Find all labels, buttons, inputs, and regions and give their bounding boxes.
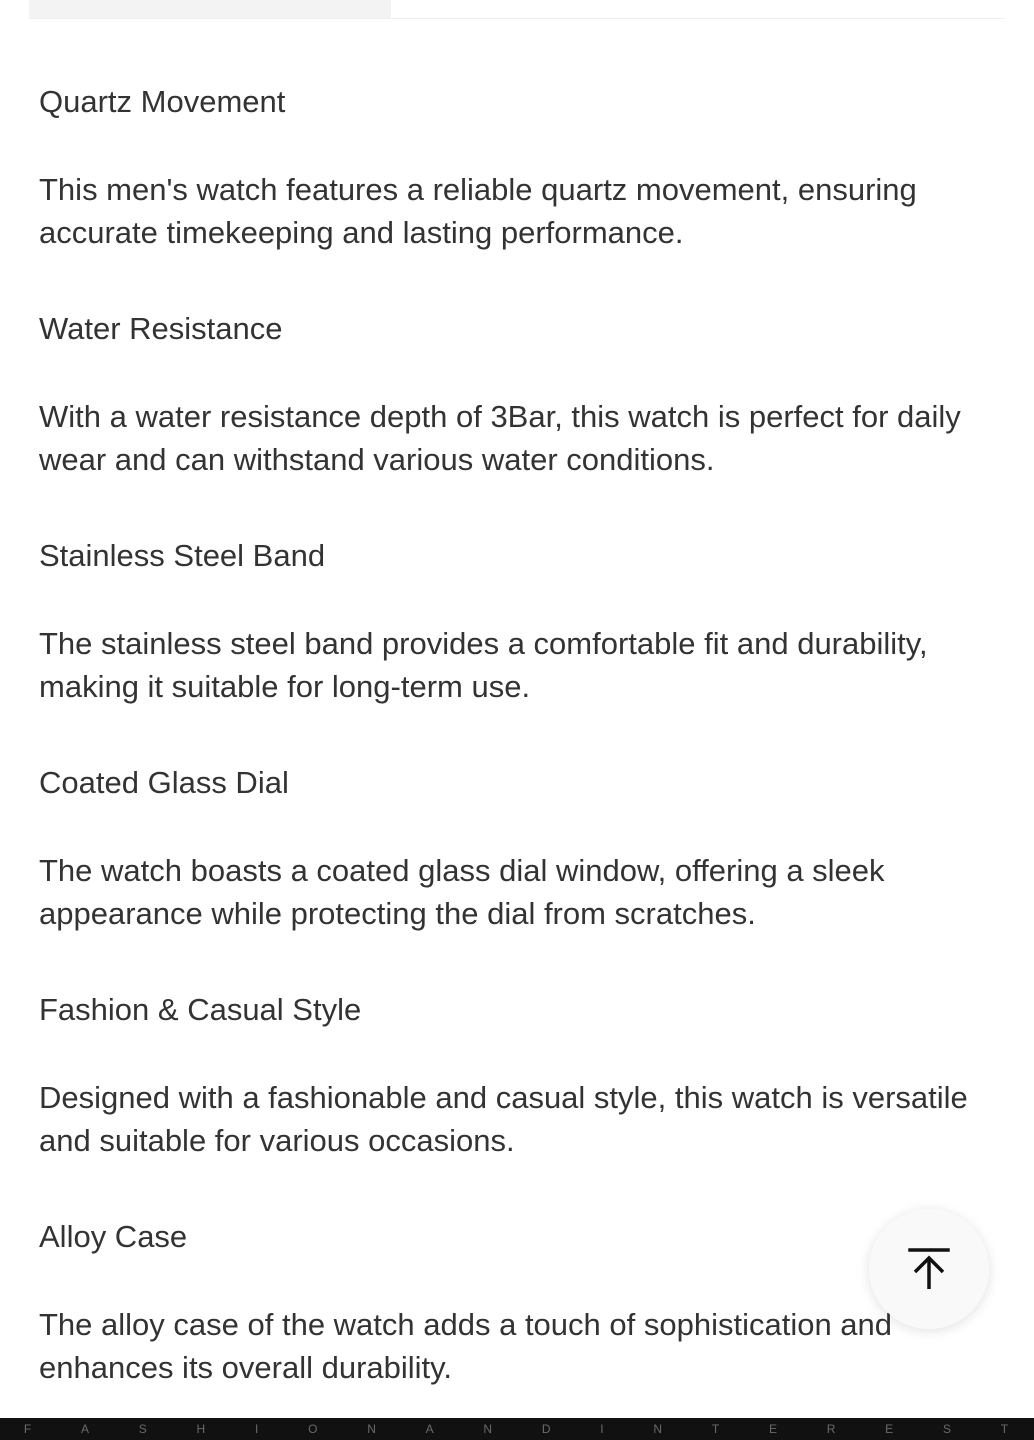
tab-active[interactable] xyxy=(29,0,391,18)
banner-letter: E xyxy=(885,1422,896,1436)
feature-heading: Water Resistance xyxy=(39,311,283,346)
feature-description: This men's watch features a reliable quartz movement, ensuring accurate timekeeping and lasting performance. xyxy=(39,172,917,250)
feature-section xyxy=(39,530,999,757)
banner-letter: N xyxy=(653,1422,665,1436)
description-content xyxy=(39,76,999,1438)
banner-letter: N xyxy=(367,1422,378,1436)
feature-description: The stainless steel band provides a comfortable fit and durability, making it suitable for long-term use. xyxy=(39,626,928,704)
feature-section xyxy=(39,303,999,530)
feature-section xyxy=(39,1211,999,1438)
banner-letter: S xyxy=(138,1422,149,1436)
banner-letter: I xyxy=(600,1422,606,1436)
banner-letter: T xyxy=(1000,1422,1011,1436)
arrow-up-to-top-icon xyxy=(905,1245,953,1293)
feature-description: With a water resistance depth of 3Bar, this watch is perfect for daily wear and can withstand various water conditions. xyxy=(39,399,961,477)
banner-letter: F xyxy=(23,1422,34,1436)
feature-heading: Alloy Case xyxy=(39,1219,188,1254)
feature-section xyxy=(39,757,999,984)
back-to-top-button[interactable] xyxy=(869,1209,989,1329)
banner-letter: S xyxy=(942,1422,953,1436)
banner-letter: D xyxy=(541,1422,553,1436)
feature-section xyxy=(39,76,999,303)
banner-letter: A xyxy=(425,1422,436,1436)
feature-description: Designed with a fashionable and casual style, this watch is versatile and suitable for various occasions. xyxy=(39,1080,968,1158)
tab-strip xyxy=(29,0,1005,19)
feature-description: The watch boasts a coated glass dial window, offering a sleek appearance while protecting the dial from scratches. xyxy=(39,853,885,931)
feature-heading: Coated Glass Dial xyxy=(39,765,289,800)
banner-letter: N xyxy=(483,1422,495,1436)
banner-letter: H xyxy=(196,1422,208,1436)
banner-letter: I xyxy=(254,1422,261,1436)
banner-letter: A xyxy=(80,1422,91,1436)
banner-letter: O xyxy=(308,1422,320,1436)
feature-heading: Quartz Movement xyxy=(39,84,286,119)
feature-section xyxy=(39,984,999,1211)
feature-heading: Fashion & Casual Style xyxy=(39,992,362,1027)
feature-heading: Stainless Steel Band xyxy=(39,538,326,573)
feature-description: The alloy case of the watch adds a touch of sophistication and enhances its overall durability. xyxy=(39,1307,893,1385)
bottom-brand-banner xyxy=(0,1418,1034,1440)
banner-letter: T xyxy=(711,1422,722,1436)
banner-letter: R xyxy=(826,1422,838,1436)
banner-letter: E xyxy=(768,1422,779,1436)
